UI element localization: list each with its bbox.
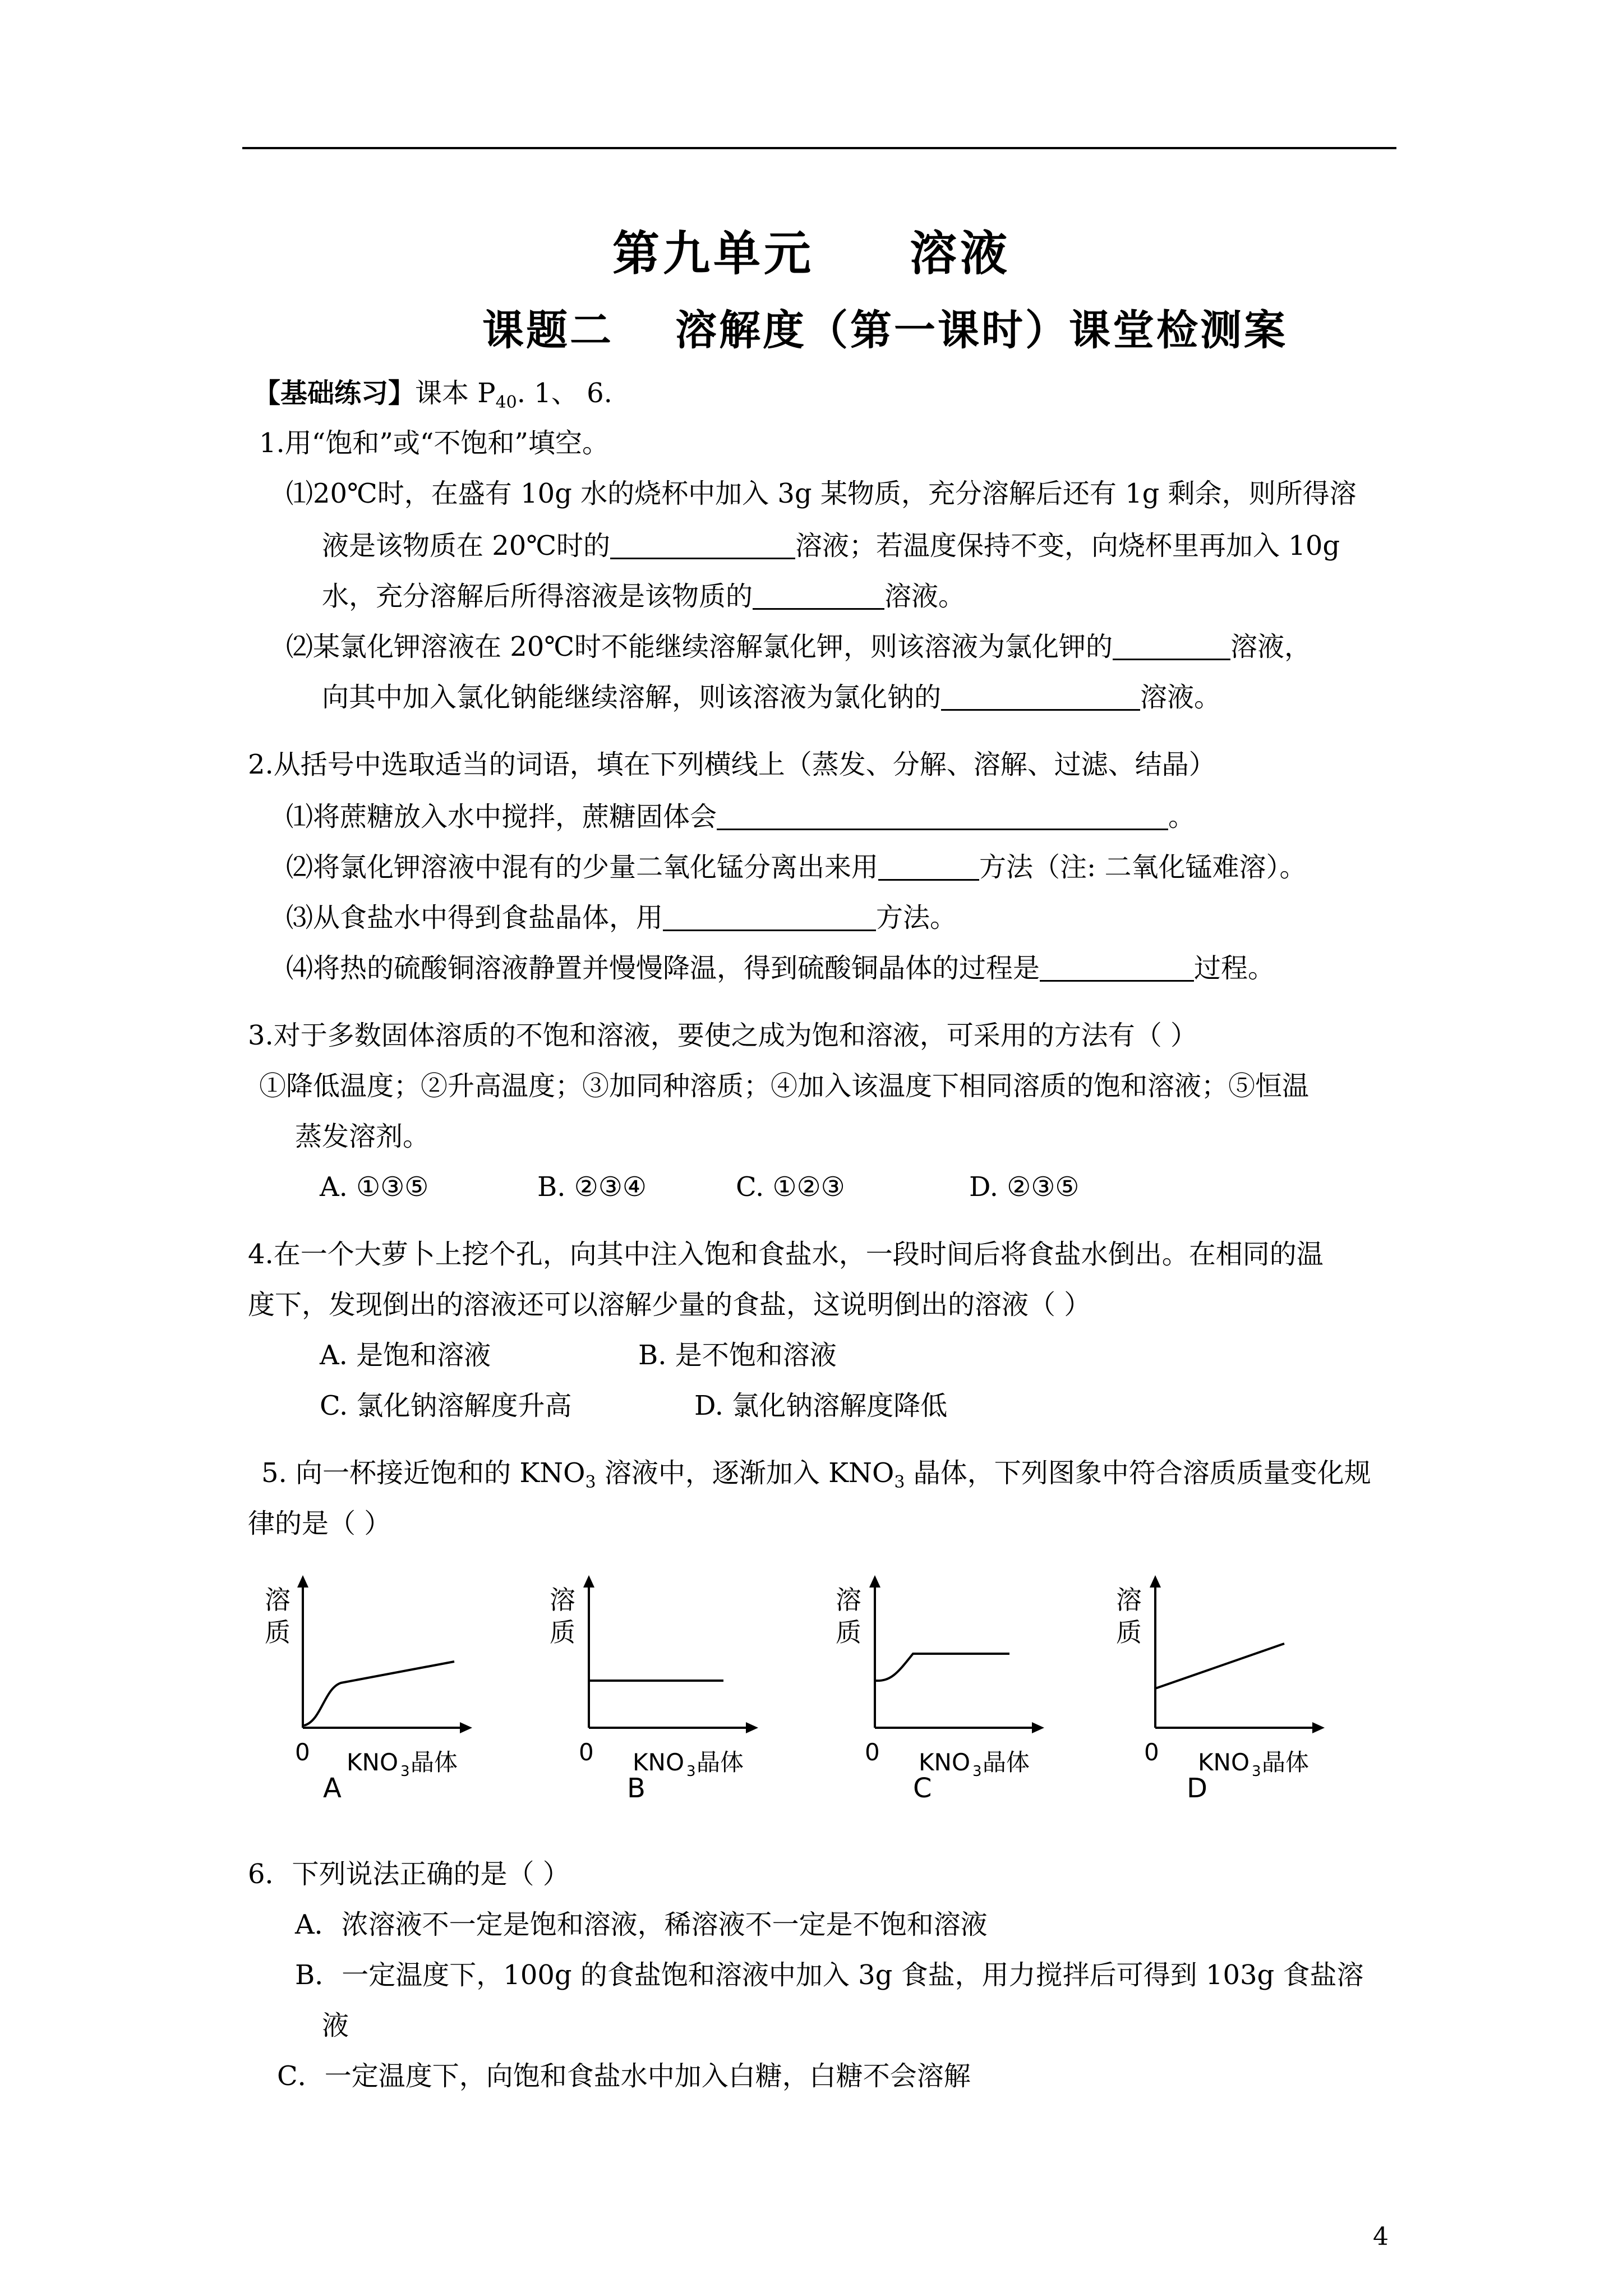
q1-stem: 1.用“饱和”或“不饱和”填空。: [259, 427, 609, 459]
q3-choice-d[interactable]: D. ②③⑤: [969, 1171, 1080, 1203]
graph-curve: [304, 1662, 454, 1726]
q3-choice-b[interactable]: B. ②③④: [537, 1171, 647, 1203]
x-label: KNO: [1198, 1749, 1250, 1776]
q3-options-line2: 蒸发溶剂。: [295, 1121, 430, 1152]
q2-p1-text: ⑴将蔗糖放入水中搅拌，蔗糖固体会: [286, 801, 717, 832]
q1-p1-line1: ⑴20℃时，在盛有 10g 水的烧杯中加入 3g 某物质，充分溶解后还有 1g 剩余，则所得溶: [286, 478, 1357, 509]
q3-options-line1: ①降低温度；②升高温度；③加同种溶质；④加入该温度下相同溶质的饱和溶液；⑤恒温: [259, 1070, 1310, 1102]
q2-p4-text-b: 过程。: [1194, 953, 1275, 984]
origin-label: 0: [865, 1738, 880, 1766]
q1-p2-line2: [322, 682, 1221, 711]
q5-line1-text: 5. 向一杯接近饱和的 KNO: [261, 1457, 585, 1489]
y-axis-arrow: [869, 1575, 880, 1588]
graph-curve: [875, 1654, 1009, 1681]
y-label-2: 质: [550, 1617, 575, 1648]
graph-b-svg: [537, 1571, 801, 1806]
q4-line1: 4.在一个大萝卜上挖个孔，向其中注入饱和食盐水，一段时间后将食盐水倒出。在相同的温: [248, 1239, 1324, 1270]
x-label-sub: 3: [972, 1763, 982, 1780]
lesson-title-lesson: 课题二: [482, 306, 614, 355]
graph-a-svg: [257, 1571, 520, 1806]
q4-choice-d[interactable]: D. 氯化钠溶解度降低: [694, 1390, 948, 1421]
graph-c[interactable]: [823, 1571, 1087, 1806]
answer-blank[interactable]: [610, 531, 795, 559]
q1-p2-line1: [286, 632, 1311, 660]
basic-practice-page: 40: [495, 393, 517, 412]
q1-p1-line2: [322, 530, 1340, 562]
origin-label: 0: [295, 1738, 310, 1766]
graph-line: [1155, 1644, 1284, 1688]
answer-blank[interactable]: [753, 581, 884, 610]
x-label-2: 晶体: [411, 1749, 458, 1776]
q2-p2: [286, 852, 1306, 881]
graph-letter: A: [323, 1773, 342, 1804]
q4-choice-c[interactable]: C. 氯化钠溶解度升高: [320, 1390, 572, 1421]
x-axis-arrow: [460, 1722, 472, 1733]
q3-choice-a[interactable]: A. ①③⑤: [320, 1171, 429, 1203]
graph-letter: D: [1187, 1773, 1207, 1804]
y-axis-arrow: [297, 1575, 308, 1588]
q2-p3-text-b: 方法。: [876, 902, 957, 933]
q5-line1-text-c: 晶体，下列图象中符合溶质质量变化规: [905, 1457, 1371, 1489]
q1-p1-line3-text-b: 溶液。: [884, 581, 966, 612]
header-rule: [242, 147, 1396, 149]
x-axis-arrow: [746, 1722, 758, 1733]
q5-subscript: 3: [894, 1473, 905, 1492]
graph-a[interactable]: [257, 1571, 520, 1806]
x-label-2: 晶体: [1262, 1749, 1310, 1776]
q1-p2-line2-text: 向其中加入氯化钠能继续溶解，则该溶液为氯化钠的: [322, 682, 942, 713]
q5-line2: 律的是（ ）: [248, 1508, 391, 1539]
q5-line1: [261, 1457, 1371, 1492]
q2-p2-text-b: 方法（注: 二氧化锰难溶）。: [979, 852, 1307, 883]
page-number: 4: [1373, 2223, 1389, 2251]
q2-p1-text-b: 。: [1168, 801, 1196, 832]
answer-blank[interactable]: [1113, 632, 1230, 660]
q6-choice-b-line1[interactable]: B．一定温度下，100g 的食盐饱和溶液中加入 3g 食盐，用力搅拌后可得到 103g 食盐溶: [295, 1959, 1364, 1991]
q2-stem: 2.从括号中选取适当的词语，填在下列横线上（蒸发、分解、溶解、过滤、结晶）: [248, 749, 1216, 780]
q1-p2-line2-text-b: 溶液。: [1140, 682, 1221, 713]
y-label-1: 溶: [550, 1585, 575, 1615]
q5-line1-text-b: 溶液中，逐渐加入 KNO: [596, 1457, 895, 1489]
x-label: KNO: [633, 1749, 685, 1776]
y-label-1: 溶: [265, 1585, 291, 1615]
graph-d[interactable]: [1109, 1571, 1373, 1806]
y-axis-arrow: [583, 1575, 594, 1588]
x-label-sub: 3: [686, 1763, 696, 1780]
lesson-title-topic: 溶解度（第一课时）课堂检测案: [675, 306, 1288, 355]
answer-blank[interactable]: [1040, 953, 1194, 982]
basic-practice-line: [253, 380, 612, 411]
x-label-2: 晶体: [983, 1749, 1030, 1776]
basic-practice-items: . 1、 6.: [517, 378, 612, 409]
q6-choice-a[interactable]: A．浓溶液不一定是饱和溶液，稀溶液不一定是不饱和溶液: [295, 1909, 988, 1940]
graph-letter: B: [627, 1773, 645, 1804]
graph-b[interactable]: [537, 1571, 801, 1806]
y-label-1: 溶: [1116, 1585, 1142, 1615]
q1-p1-line2-text: 液是该物质在 20℃时的: [322, 530, 611, 562]
x-label-sub: 3: [400, 1763, 410, 1780]
q5-subscript: 3: [585, 1473, 596, 1492]
q4-line2: 度下，发现倒出的溶液还可以溶解少量的食盐，这说明倒出的溶液（ ）: [248, 1289, 1091, 1320]
unit-title-unit: 第九单元: [612, 226, 814, 281]
x-label-2: 晶体: [697, 1749, 744, 1776]
y-label-1: 溶: [836, 1585, 861, 1615]
unit-title-topic: 溶液: [910, 226, 1011, 281]
q1-p2-line1-text: ⑵某氯化钾溶液在 20℃时不能继续溶解氯化钾，则该溶液为氯化钾的: [286, 631, 1113, 662]
q3-stem: 3.对于多数固体溶质的不饱和溶液，要使之成为饱和溶液，可采用的方法有（ ）: [248, 1020, 1198, 1051]
q2-p2-text: ⑵将氯化钾溶液中混有的少量二氧化锰分离出来用: [286, 852, 879, 883]
graph-d-svg: [1109, 1571, 1373, 1806]
q4-choice-b[interactable]: B. 是不饱和溶液: [638, 1340, 837, 1371]
y-label-2: 质: [836, 1617, 861, 1648]
x-label: KNO: [919, 1749, 971, 1776]
y-label-2: 质: [265, 1617, 291, 1648]
q1-p2-line1-text-b: 溶液，: [1230, 631, 1312, 662]
x-axis-arrow: [1032, 1722, 1044, 1733]
q1-p1-line2-text-b: 溶液；若温度保持不变，向烧杯里再加入 10g: [795, 530, 1340, 562]
q1-p1-line3: [322, 581, 965, 610]
q4-choice-a[interactable]: A. 是饱和溶液: [320, 1340, 491, 1371]
lesson-title: [482, 297, 1288, 357]
origin-label: 0: [1144, 1738, 1159, 1766]
q1-p1-line3-text: 水，充分溶解后所得溶液是该物质的: [322, 581, 753, 612]
graph-letter: C: [913, 1773, 932, 1804]
basic-practice-label: 【基础练习】: [253, 378, 416, 409]
y-axis-arrow: [1150, 1575, 1161, 1588]
answer-blank[interactable]: [717, 802, 1168, 830]
q2-p3: [286, 903, 957, 931]
q2-p4-text: ⑷将热的硫酸铜溶液静置并慢慢降温，得到硫酸铜晶体的过程是: [286, 953, 1040, 984]
q6-stem: 6．下列说法正确的是（ ）: [248, 1858, 570, 1890]
x-label: KNO: [347, 1749, 399, 1776]
q6-choice-b-line2: 液: [322, 2010, 349, 2041]
origin-label: 0: [579, 1738, 594, 1766]
x-label-sub: 3: [1252, 1763, 1261, 1780]
basic-practice-text: 课本 P: [415, 378, 496, 409]
q2-p4: [286, 953, 1275, 982]
q6-choice-c[interactable]: C．一定温度下，向饱和食盐水中加入白糖，白糖不会溶解: [277, 2060, 971, 2092]
q2-p3-text: ⑶从食盐水中得到食盐晶体，用: [286, 902, 663, 933]
answer-blank[interactable]: [941, 682, 1140, 711]
graph-c-svg: [823, 1571, 1087, 1806]
unit-title: [0, 216, 1623, 284]
q3-choice-c[interactable]: C. ①②③: [736, 1171, 845, 1203]
y-label-2: 质: [1116, 1617, 1142, 1648]
answer-blank[interactable]: [663, 903, 876, 931]
q2-p1: [286, 802, 1195, 830]
answer-blank[interactable]: [878, 852, 979, 881]
x-axis-arrow: [1312, 1722, 1325, 1733]
